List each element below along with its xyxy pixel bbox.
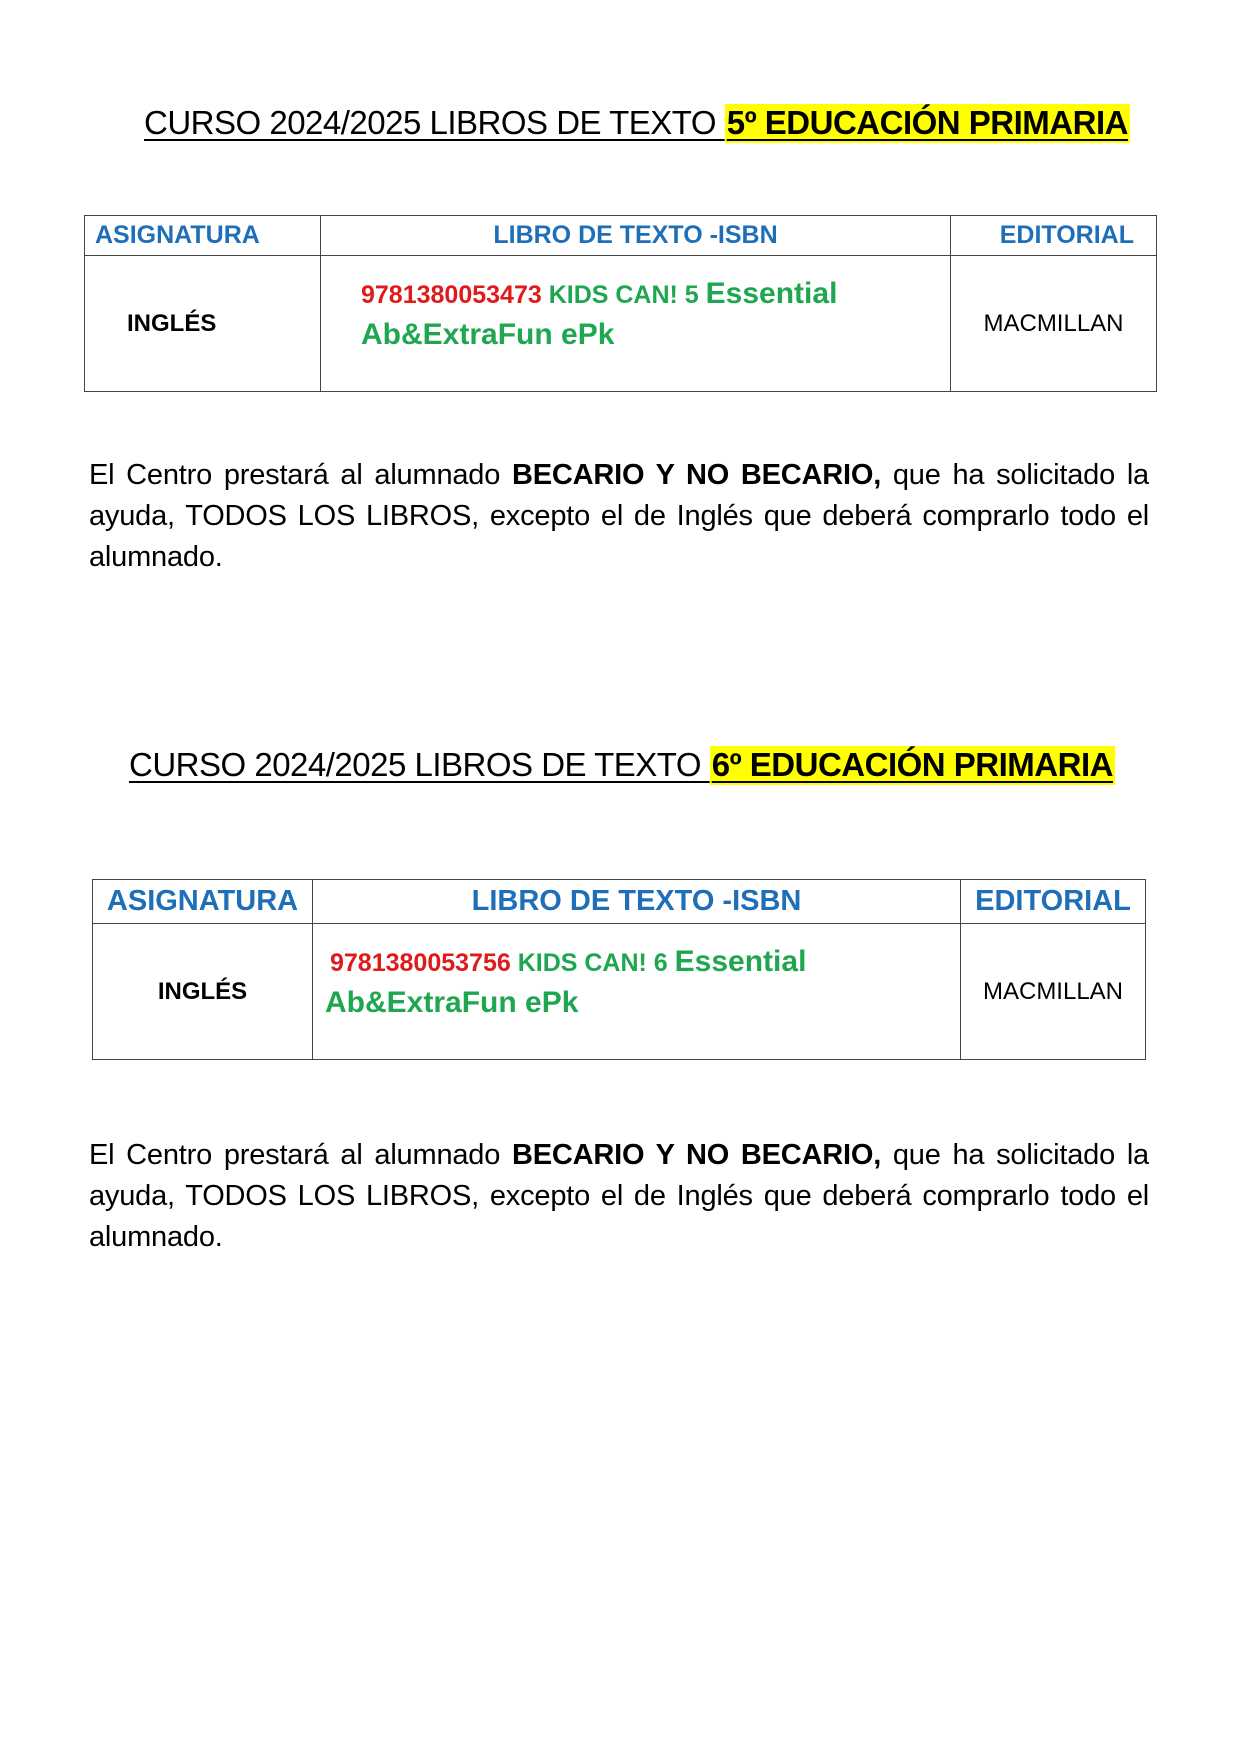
section-1-note [89, 455, 1149, 578]
note-text-part2: que ha solicitado la ayuda, TODOS LOS LIBROS, excepto el de Inglés que deberá comprarlo todo el alumnado. [89, 1139, 1149, 1253]
book-title-part1: KIDS CAN! 5 [548, 281, 699, 309]
section-2-title [129, 746, 1115, 784]
section-1-title-level: 5º EDUCACIÓN PRIMARIA [726, 104, 1128, 141]
table-row [93, 924, 1146, 1060]
header-publisher: EDITORIAL [961, 880, 1146, 924]
section-2-title-lead: CURSO 2024/2025 LIBROS DE TEXTO [129, 746, 710, 783]
table-header-row [93, 880, 1146, 924]
subject-cell: INGLÉS [93, 924, 313, 1060]
note-text-bold: BECARIO Y NO BECARIO, [511, 1139, 882, 1171]
subject-cell: INGLÉS [85, 256, 321, 392]
section-2-book-table [92, 879, 1146, 1060]
book-title-part2: Essential [705, 277, 838, 310]
book-title-part2: Essential [674, 945, 807, 978]
section-2-title-level: 6º EDUCACIÓN PRIMARIA [711, 746, 1113, 783]
publisher-cell: MACMILLAN [961, 924, 1146, 1060]
book-cell [321, 256, 951, 392]
section-1-book-table [84, 215, 1157, 392]
book-title-part1: KIDS CAN! 6 [517, 949, 668, 977]
table-header-row [85, 216, 1157, 256]
note-text-part2: que ha solicitado la ayuda, TODOS LOS LIBROS, excepto el de Inglés que deberá comprarlo todo el alumnado. [89, 459, 1149, 573]
book-title-part3: Ab&ExtraFun ePk [361, 318, 615, 351]
note-text-bold: BECARIO Y NO BECARIO, [511, 459, 882, 491]
isbn-number: 9781380053756 [330, 949, 511, 977]
header-subject: ASIGNATURA [93, 880, 313, 924]
book-cell [313, 924, 961, 1060]
table-row [85, 256, 1157, 392]
header-publisher: EDITORIAL [951, 216, 1157, 256]
note-text-part1: El Centro prestará al alumnado [89, 459, 512, 491]
book-title-part3: Ab&ExtraFun ePk [325, 986, 579, 1019]
section-1-title-lead: CURSO 2024/2025 LIBROS DE TEXTO [144, 104, 725, 141]
isbn-number: 9781380053473 [361, 281, 542, 309]
header-book: LIBRO DE TEXTO -ISBN [313, 880, 961, 924]
section-2-note [89, 1135, 1149, 1258]
header-book: LIBRO DE TEXTO -ISBN [321, 216, 951, 256]
header-subject: ASIGNATURA [85, 216, 321, 256]
publisher-cell: MACMILLAN [951, 256, 1157, 392]
note-text-part1: El Centro prestará al alumnado [89, 1139, 512, 1171]
section-1-title [144, 104, 1130, 142]
